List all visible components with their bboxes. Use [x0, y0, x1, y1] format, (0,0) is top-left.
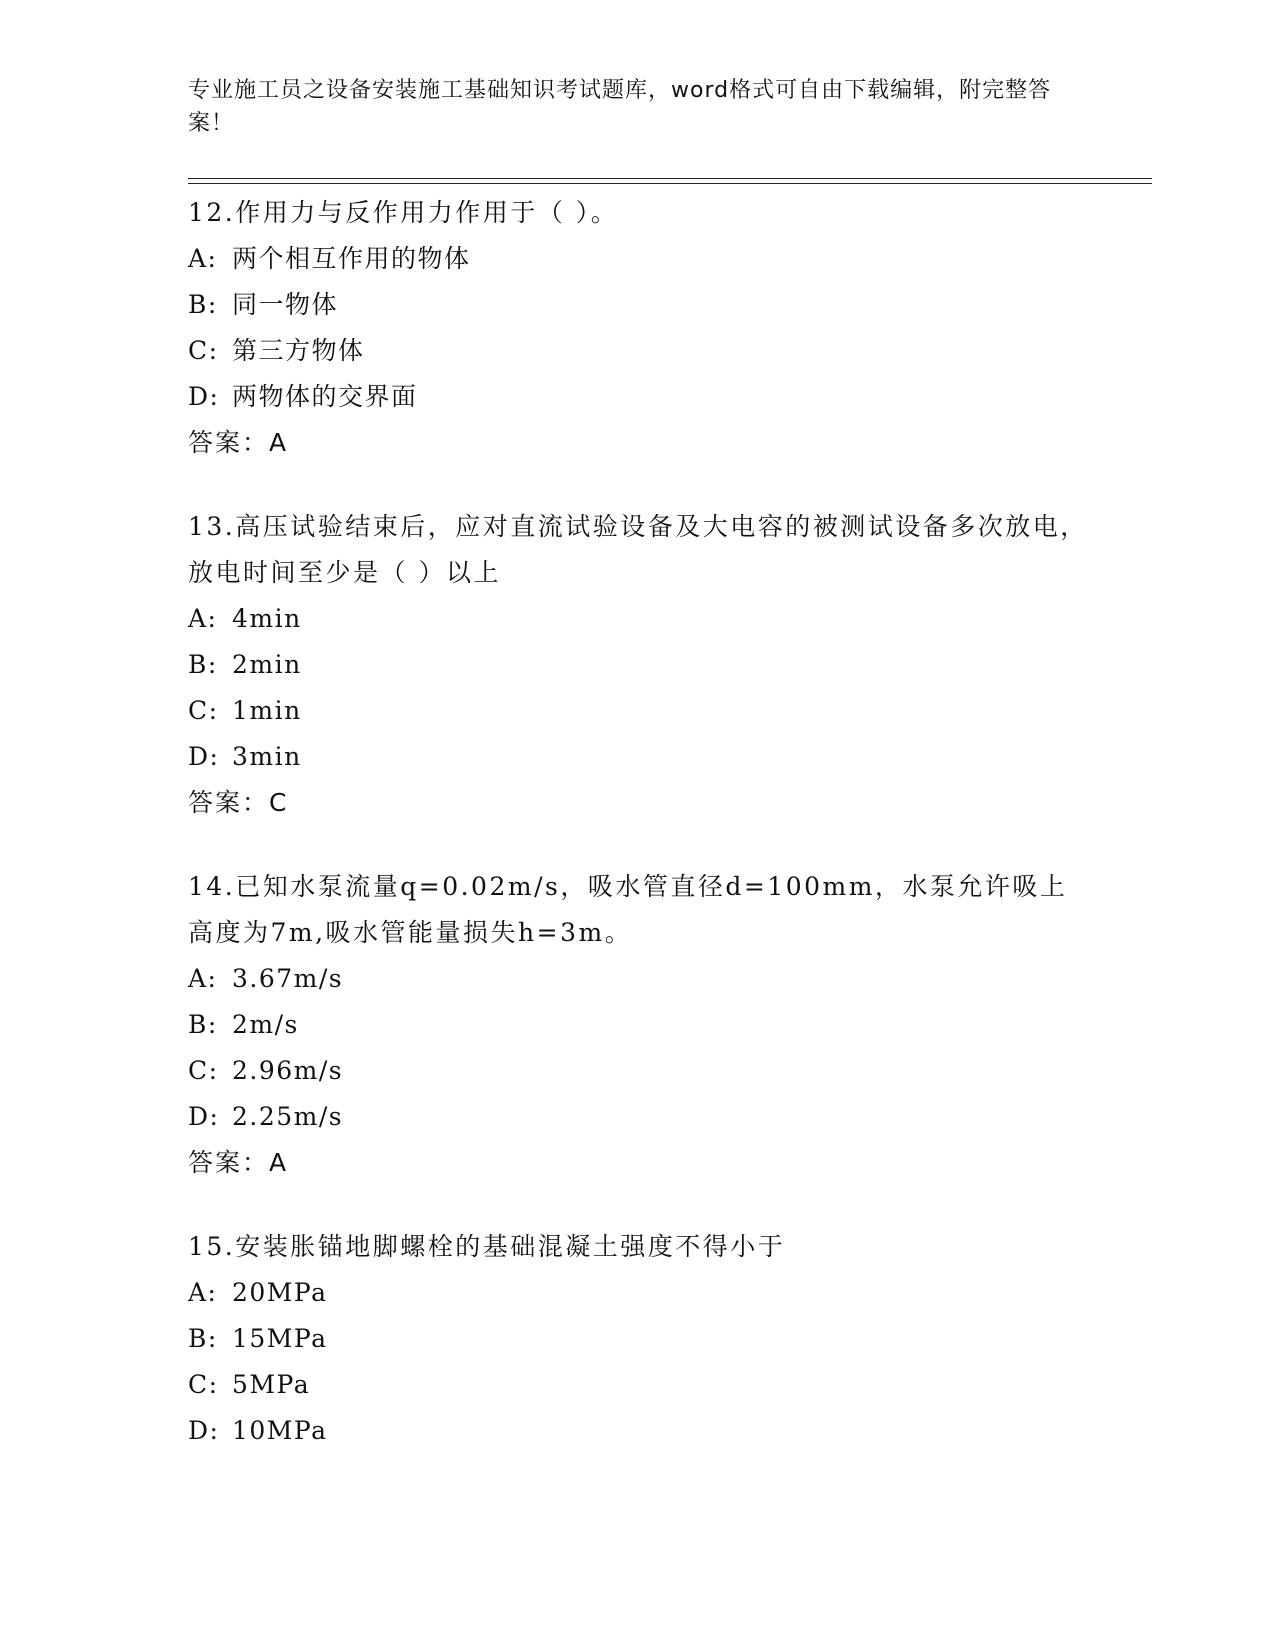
option-text: 2.96m/s: [232, 1056, 344, 1085]
question-stem: 12.作用力与反作用力作用于（ ）。: [188, 198, 619, 227]
option-text: 5MPa: [232, 1370, 311, 1399]
option-letter: B:: [188, 650, 218, 679]
option-a: [188, 1270, 1088, 1316]
option-letter: B:: [188, 1324, 218, 1353]
option-c: [188, 328, 1088, 374]
question-12: [188, 190, 1088, 466]
question-list: [188, 190, 1088, 1492]
option-letter: D:: [188, 1102, 220, 1131]
document-header: 专业施工员之设备安装施工基础知识考试题库，word格式可自由下载编辑，附完整答案！: [188, 78, 1052, 136]
option-letter: B:: [188, 290, 218, 319]
option-text: 4min: [232, 604, 302, 633]
question-stem: 15.安装胀锚地脚螺栓的基础混凝土强度不得小于: [188, 1232, 786, 1261]
question-stem: 14.已知水泵流量q=0.02m/s，吸水管直径d=100mm，水泵允许吸上高度为7m,吸水管能量损失h=3m。: [188, 872, 1068, 947]
option-text: 10MPa: [232, 1416, 328, 1445]
option-letter: D:: [188, 1416, 220, 1445]
option-text: 3min: [232, 742, 302, 771]
option-b: [188, 642, 1088, 688]
option-letter: B:: [188, 1010, 218, 1039]
option-letter: D:: [188, 742, 220, 771]
option-text: 2m/s: [232, 1010, 299, 1039]
option-d: [188, 734, 1088, 780]
option-b: [188, 1002, 1088, 1048]
question-15: [188, 1224, 1088, 1454]
header-divider-top: [188, 178, 1152, 179]
option-letter: C:: [188, 696, 219, 725]
option-text: 2min: [232, 650, 302, 679]
answer-line: 答案：C: [188, 788, 289, 817]
option-d: [188, 374, 1088, 420]
option-text: 两物体的交界面: [232, 382, 418, 411]
option-text: 2.25m/s: [232, 1102, 344, 1131]
header-divider-bottom: [188, 183, 1152, 184]
option-letter: A:: [188, 1278, 218, 1307]
option-text: 20MPa: [232, 1278, 328, 1307]
option-a: [188, 236, 1088, 282]
option-letter: C:: [188, 1370, 219, 1399]
option-b: [188, 1316, 1088, 1362]
answer-line: 答案：A: [188, 428, 289, 457]
question-14: [188, 864, 1088, 1186]
option-text: 3.67m/s: [232, 964, 344, 993]
option-a: [188, 596, 1088, 642]
option-text: 两个相互作用的物体: [232, 244, 471, 273]
question-13: [188, 504, 1088, 826]
option-c: [188, 1048, 1088, 1094]
option-a: [188, 956, 1088, 1002]
option-letter: D:: [188, 382, 220, 411]
option-letter: C:: [188, 336, 219, 365]
option-b: [188, 282, 1088, 328]
option-letter: C:: [188, 1056, 219, 1085]
option-letter: A:: [188, 244, 218, 273]
option-letter: A:: [188, 964, 218, 993]
answer-line: 答案：A: [188, 1148, 289, 1177]
question-stem: 13.高压试验结束后，应对直流试验设备及大电容的被测试设备多次放电，放电时间至少是（ ）以上: [188, 512, 1088, 587]
option-c: [188, 688, 1088, 734]
option-text: 1min: [232, 696, 302, 725]
option-text: 第三方物体: [232, 336, 365, 365]
option-d: [188, 1408, 1088, 1454]
option-letter: A:: [188, 604, 218, 633]
option-text: 同一物体: [232, 290, 339, 319]
option-text: 15MPa: [232, 1324, 328, 1353]
option-c: [188, 1362, 1088, 1408]
option-d: [188, 1094, 1088, 1140]
